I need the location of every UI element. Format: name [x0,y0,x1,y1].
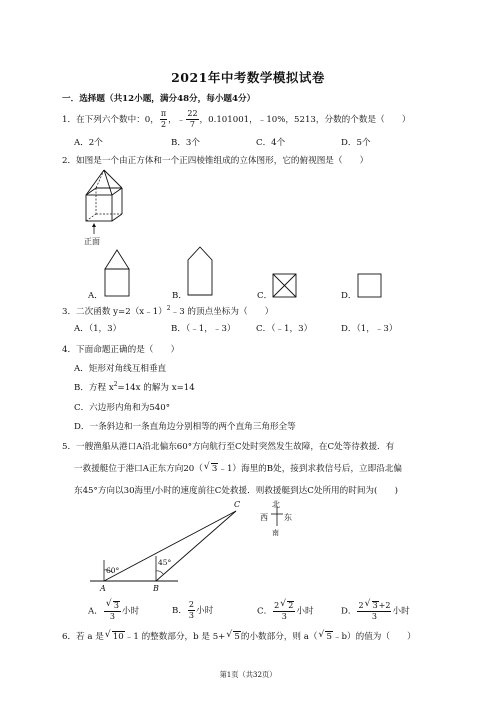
q1-option-a: A．2个 [74,138,103,148]
q5-angle-60-label: 60° [106,566,120,575]
page-footer: 第1页（共32页） [219,670,277,679]
q5-angle-45-label: 45° [158,558,172,567]
q5-point-a-label: A [100,584,106,593]
q2-front-label: 正面 [84,237,100,246]
compass-west-label: 西 [260,513,268,522]
q5-option-b: B． $\frac{2}{3}$ 小时 [172,600,214,620]
q1-option-d: D．5个 [341,138,371,148]
question-2-stem: 2．如图是一个由正方体和一个正四棱锥组成的立体图形，它的俯视图是（ ） [62,156,369,166]
question-5-line-2: 一救援艇位于港口A正东方向20（√ 3﹣1）海里的B处，接到求救信号后，立即沿北偏 [74,462,402,474]
compass-south-label: 南 [272,529,279,537]
q2-option-a-figure [104,249,130,297]
question-6-stem: 6．若 a 是√ 10﹣1 的整数部分，b 是 5+√ 5的小数部分，则 a（√ 5﹣b）的值为（ ） [62,630,416,642]
q2-solid-figure [84,168,144,236]
question-4-stem: 4．下面命题正确的是（ ） [62,345,180,355]
q3-option-b: B．（﹣1，﹣3） [171,324,236,334]
q2-option-c: C． [257,291,273,301]
q3-option-c: C．（﹣1，3） [256,324,313,334]
q2-option-d: D． [341,291,357,301]
q3-option-a: A．（1，3） [74,324,122,334]
question-5-line-3: 东45°方向以30海里/小时的速度前往C处救援．则救援艇到达C处所用的时间为( ) [74,486,398,496]
section-heading: 一．选择题（共12小题，满分48分，每小题4分） [62,94,256,104]
question-3-stem: 3．二次函数 y=2（x﹣1）$^2$﹣3 的顶点坐标为（ ） [62,305,274,317]
q5-point-c-label: C [234,500,241,509]
question-5-line-1: 5．一艘渔船从港口A沿北偏东60°方向航行至C处时突然发生故障，在C处等待救援．有 [62,442,395,452]
q1-option-b: B．3个 [171,138,200,148]
compass-north-label: 北 [272,500,280,509]
paper-title: 2021年中考数学模拟试卷 [171,70,325,85]
q2-option-b-figure [187,246,213,296]
q2-option-a: A． [88,291,103,301]
q4-option-d: D．一条斜边和一条直角边分别相等的两个直角三角形全等 [74,422,296,432]
q2-option-c-figure [272,273,297,298]
q4-option-a: A．矩形对角线互相垂直 [74,364,167,374]
compass-east-label: 东 [284,513,292,522]
q4-option-c: C．六边形内角和为540° [74,403,171,413]
q5-option-c: C． $\frac{2√ 2}{3}$ 小时 [257,601,314,621]
q3-option-d: D．（1，﹣3） [341,324,398,334]
q2-option-b: B． [172,291,187,301]
q5-option-d: D． $\frac{2√ 3+2}{3}$ 小时 [341,601,410,621]
question-1-stem: 1．在下列六个数中：0， $\frac{\pi}{2}$ ，﹣ $\frac{22}{7}$ ，0.101001，﹣10%，5213，分数的个数是（ ） [62,109,411,129]
q5-point-b-label: B [153,584,159,593]
q1-option-c: C．4个 [256,138,286,148]
q4-option-b: B．方程 $x^2=14x$ 的解为 x=14 [74,381,195,393]
q5-option-a: A． √ $\frac{3}{3}$ 小时 [88,601,139,621]
q2-option-d-figure [357,273,382,298]
